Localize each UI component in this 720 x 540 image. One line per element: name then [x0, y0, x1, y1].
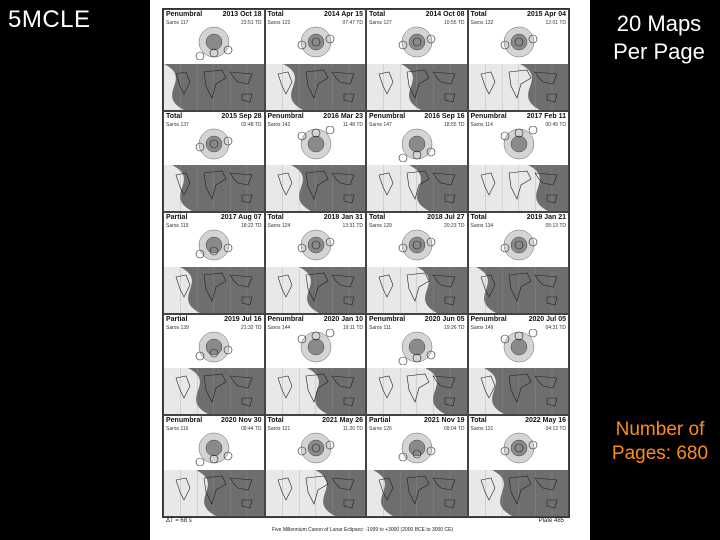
eclipse-path-diagram [266, 430, 366, 466]
umbra-shadow [206, 440, 222, 456]
visibility-world-map [469, 470, 569, 516]
eclipse-path-diagram [164, 24, 264, 60]
eclipse-time: 19:11 TD [342, 324, 363, 331]
eclipse-time: 07:47 TD [342, 20, 363, 26]
eclipse-type: Total [267, 214, 284, 222]
eclipse-map-cell [265, 415, 367, 517]
saros-number: Saros 147 [369, 121, 392, 128]
eclipse-time: 10:55 TD [444, 20, 465, 26]
umbra-shadow [308, 34, 324, 50]
no-visibility-region [172, 165, 264, 211]
saros-number: Saros 144 [267, 324, 291, 331]
eclipse-path-diagram [266, 329, 366, 365]
moon-position [196, 52, 204, 60]
no-visibility-region [492, 470, 569, 516]
visibility-world-map [367, 470, 467, 516]
no-visibility-region [417, 267, 467, 313]
eclipse-date: 2020 Nov 30 [221, 417, 262, 425]
umbra-shadow [308, 440, 324, 456]
eclipse-type: Partial [166, 315, 188, 323]
eclipse-date: 2020 Jan 10 [323, 315, 363, 323]
visibility-world-map [367, 267, 467, 313]
visibility-world-map [367, 165, 467, 211]
eclipse-path-diagram [367, 126, 467, 162]
eclipse-map-cell [366, 415, 468, 517]
visibility-world-map [164, 470, 264, 516]
saros-number: Saros 131 [470, 426, 494, 433]
eclipse-time: 18:22 TD [241, 223, 262, 230]
eclipse-type: Partial [166, 214, 188, 222]
eclipse-type: Total [369, 214, 386, 222]
saros-number: Saros 111 [369, 324, 392, 331]
moon-position [399, 357, 407, 365]
eclipse-path-diagram [266, 227, 366, 263]
delta-t-label: ΔT = 68 s [166, 518, 192, 524]
eclipse-type: Total [267, 417, 284, 425]
maps-per-page-heading: 20 Maps Per Page [613, 11, 705, 64]
umbra-shadow [511, 339, 527, 355]
visibility-world-map [367, 64, 467, 110]
visibility-world-map [164, 64, 264, 110]
saros-number: Saros 122 [267, 20, 291, 26]
eclipse-time: 19:26 TD [444, 324, 465, 331]
visibility-world-map [367, 368, 467, 414]
eclipse-type: Penumbral [470, 315, 507, 323]
eclipse-path-diagram [367, 227, 467, 263]
no-visibility-region [315, 470, 366, 516]
visibility-world-map [266, 165, 366, 211]
umbra-shadow [206, 136, 222, 152]
eclipse-type: Total [267, 11, 284, 18]
eclipse-type: Partial [369, 417, 391, 425]
visibility-world-map [469, 368, 569, 414]
eclipse-time: 09:44 TD [241, 426, 262, 433]
eclipse-map-cell [468, 415, 570, 517]
umbra-shadow [409, 136, 425, 152]
eclipse-type: Total [470, 214, 487, 222]
eclipse-map-cell [366, 314, 468, 416]
eclipse-date: 2022 May 16 [525, 417, 566, 425]
eclipse-map-cell [163, 314, 265, 416]
eclipse-path-diagram [367, 24, 467, 60]
saros-number: Saros 134 [470, 223, 494, 230]
umbra-shadow [409, 440, 425, 456]
eclipse-map-grid [162, 8, 570, 518]
eclipse-time: 00:45 TD [545, 121, 566, 128]
eclipse-path-diagram [469, 227, 569, 263]
moon-position [326, 126, 334, 134]
eclipse-path-diagram [469, 24, 569, 60]
visibility-world-map [164, 267, 264, 313]
umbra-shadow [511, 34, 527, 50]
no-visibility-region [291, 165, 366, 211]
no-visibility-region [401, 64, 467, 110]
eclipse-map-cell [163, 111, 265, 213]
saros-number: Saros 114 [470, 121, 493, 128]
eclipse-time: 23:51 TD [241, 20, 262, 26]
umbra-shadow [409, 237, 425, 253]
eclipse-time: 18:55 TD [444, 121, 465, 128]
eclipse-map-cell [468, 111, 570, 213]
saros-number: Saros 137 [166, 121, 189, 128]
eclipse-path-diagram [266, 126, 366, 162]
eclipse-date: 2015 Sep 28 [221, 112, 262, 120]
eclipse-map-cell [163, 415, 265, 517]
eclipse-type: Penumbral [166, 11, 203, 18]
eclipse-path-diagram [367, 430, 467, 466]
umbra-shadow [511, 440, 527, 456]
eclipse-map-cell [163, 212, 265, 314]
no-visibility-region [373, 470, 467, 516]
eclipse-date: 2020 Jun 05 [424, 315, 465, 323]
eclipse-map-cell [265, 314, 367, 416]
eclipse-time: 21:32 TD [241, 324, 262, 331]
eclipse-path-diagram [164, 329, 264, 365]
saros-number: Saros 121 [267, 426, 291, 433]
no-visibility-region [476, 267, 569, 313]
eclipse-map-cell [366, 111, 468, 213]
saros-number: Saros 119 [166, 223, 189, 230]
saros-number: Saros 126 [369, 426, 392, 433]
umbra-shadow [308, 136, 324, 152]
eclipse-time: 04:13 TD [545, 426, 566, 433]
eclipse-path-diagram [367, 329, 467, 365]
eclipse-path-diagram [469, 126, 569, 162]
eclipse-type: Total [470, 417, 487, 425]
visibility-world-map [266, 470, 366, 516]
eclipse-date: 2018 Jan 31 [323, 214, 363, 222]
eclipse-path-diagram [469, 430, 569, 466]
eclipse-path-diagram [266, 24, 366, 60]
moon-position [196, 458, 204, 466]
eclipse-date: 2016 Sep 16 [424, 112, 465, 120]
eclipse-type: Penumbral [369, 315, 406, 323]
eclipse-map-cell [265, 9, 367, 111]
moon-position [399, 154, 407, 162]
saros-number: Saros 127 [369, 20, 392, 26]
eclipse-date: 2017 Aug 07 [220, 214, 262, 222]
moon-position [529, 329, 537, 337]
visibility-world-map [266, 64, 366, 110]
slide-title: 5MCLE [8, 6, 91, 33]
eclipse-date: 2014 Apr 15 [323, 11, 363, 18]
no-visibility-region [425, 368, 467, 414]
eclipse-map-cell [163, 9, 265, 111]
eclipse-date: 2016 Mar 23 [323, 112, 363, 120]
eclipse-map-cell [468, 9, 570, 111]
eclipse-type: Total [470, 11, 487, 18]
eclipse-time: 11:48 TD [342, 121, 363, 128]
umbra-shadow [308, 237, 324, 253]
saros-number: Saros 132 [470, 20, 494, 26]
eclipse-type: Penumbral [369, 112, 406, 120]
eclipse-time: 12:01 TD [545, 20, 566, 26]
eclipse-map-cell [265, 111, 367, 213]
eclipse-map-cell [366, 9, 468, 111]
eclipse-time: 02:48 TD [241, 121, 262, 128]
eclipse-date: 2019 Jan 21 [526, 214, 566, 222]
umbra-shadow [511, 136, 527, 152]
umbra-shadow [308, 339, 324, 355]
saros-number: Saros 142 [267, 121, 291, 128]
catalog-page [150, 0, 590, 540]
eclipse-path-diagram [164, 126, 264, 162]
saros-number: Saros 149 [470, 324, 494, 331]
visibility-world-map [266, 368, 366, 414]
visibility-world-map [469, 64, 569, 110]
eclipse-map-cell [468, 212, 570, 314]
no-visibility-region [528, 165, 569, 211]
saros-number: Saros 116 [166, 426, 189, 433]
visibility-world-map [469, 267, 569, 313]
moon-position [326, 329, 334, 337]
umbra-shadow [206, 34, 222, 50]
umbra-shadow [511, 237, 527, 253]
umbra-shadow [206, 339, 222, 355]
visibility-world-map [164, 165, 264, 211]
eclipse-path-diagram [469, 329, 569, 365]
number-of-pages-note: Number of Pages: 680 [611, 419, 709, 464]
eclipse-time: 09:04 TD [444, 426, 465, 433]
no-visibility-region [180, 267, 264, 313]
eclipse-time: 11:20 TD [342, 426, 363, 433]
eclipse-date: 2018 Jul 27 [427, 214, 465, 222]
eclipse-date: 2017 Feb 11 [526, 112, 566, 120]
umbra-shadow [409, 34, 425, 50]
eclipse-map-cell [468, 314, 570, 416]
eclipse-type: Penumbral [267, 112, 304, 120]
eclipse-time: 20:23 TD [444, 223, 465, 230]
eclipse-date: 2021 May 26 [322, 417, 363, 425]
eclipse-date: 2021 Nov 19 [424, 417, 465, 425]
eclipse-type: Total [166, 112, 183, 120]
visibility-world-map [266, 267, 366, 313]
umbra-shadow [409, 339, 425, 355]
saros-number: Saros 124 [267, 223, 291, 230]
visibility-world-map [469, 165, 569, 211]
eclipse-date: 2013 Oct 18 [222, 11, 262, 18]
no-visibility-region [484, 368, 569, 414]
eclipse-type: Total [369, 11, 386, 18]
eclipse-date: 2015 Apr 04 [526, 11, 566, 18]
eclipse-date: 2014 Oct 08 [425, 11, 465, 18]
eclipse-type: Penumbral [166, 417, 203, 425]
no-visibility-region [188, 368, 264, 414]
visibility-world-map [164, 368, 264, 414]
saros-number: Saros 129 [369, 223, 392, 230]
plate-number: Plate 485 [538, 518, 564, 524]
eclipse-date: 2019 Jul 16 [224, 315, 262, 323]
saros-number: Saros 117 [166, 20, 189, 26]
eclipse-map-cell [366, 212, 468, 314]
eclipse-type: Penumbral [470, 112, 507, 120]
eclipse-time: 05:13 TD [545, 223, 566, 230]
moon-position [529, 126, 537, 134]
catalog-credit: Five Millennium Canon of Lunar Eclipses: -1999 to +3000 (2000 BCE to 3000 CE) [272, 527, 454, 533]
eclipse-map-cell [265, 212, 367, 314]
eclipse-time: 04:31 TD [545, 324, 566, 331]
eclipse-date: 2020 Jul 05 [528, 315, 566, 323]
eclipse-path-diagram [164, 227, 264, 263]
eclipse-type: Penumbral [267, 315, 304, 323]
saros-number: Saros 139 [166, 324, 189, 331]
eclipse-path-diagram [164, 430, 264, 466]
umbra-shadow [206, 237, 222, 253]
eclipse-time: 13:31 TD [342, 223, 363, 230]
